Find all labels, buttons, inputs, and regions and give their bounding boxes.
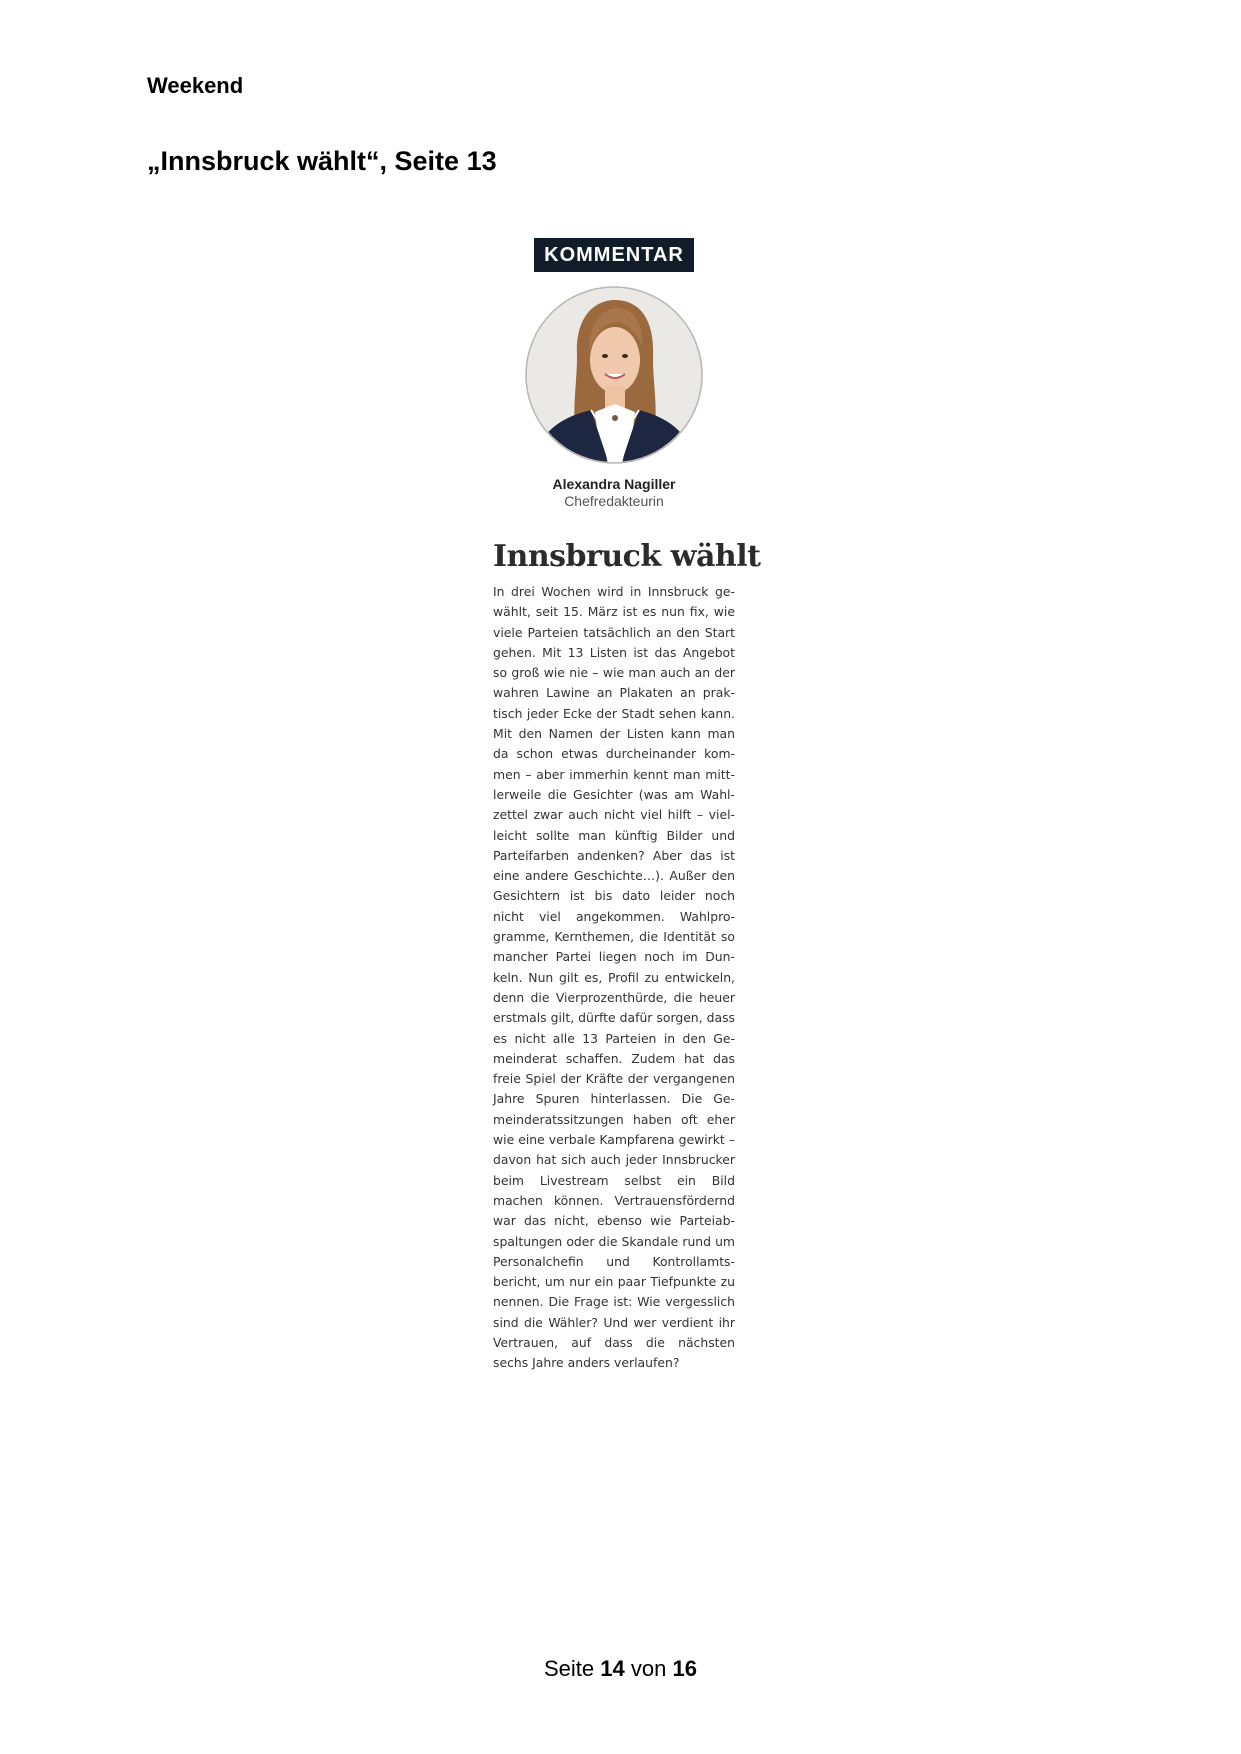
section-badge: KOMMENTAR <box>534 238 694 272</box>
page-number <box>0 1656 1241 1682</box>
author-portrait <box>525 286 703 464</box>
author-name: Alexandra Nagiller <box>552 476 676 492</box>
publication-name: Weekend <box>147 73 244 98</box>
current-page: 14 <box>600 1656 625 1681</box>
author-role: Chefredakteurin <box>564 493 664 509</box>
article-headline: Innsbruck wählt <box>493 539 761 574</box>
total-pages: 16 <box>672 1656 697 1681</box>
page-prefix: Seite <box>544 1656 595 1681</box>
article-body: In drei Wochen wird in Innsbruck gewählt, seit 15. März ist es nun fix, wie viele Parteien tatsächlich an den Start gehen. Mit 13 Listen ist das Angebot so groß wie nie – wie man auch an der wahren Lawine an Plakaten an praktisch jeder Ecke der Stadt sehen kann. Mit den Namen der Listen kann man da schon etwas durcheinander kommen – aber immerhin kennt man mittlerweile die Gesichter (was am Wahlzettel zwar auch nicht viel hilft – vielleicht sollte man künftig Bilder und Parteifarben andenken? Aber das ist eine andere Geschichte…). Außer den Gesichtern ist bis dato leider noch nicht viel angekommen. Wahlprogramme, Kernthemen, die Identität so mancher Partei liegen noch im Dunkeln. Nun gilt es, Profil zu entwickeln, denn die Vierprozenthürde, die heuer erstmals gilt, dürfte dafür sorgen, dass es nicht alle 13 Parteien in den Gemeinderat schaffen. Zudem hat das freie Spiel der Kräfte der vergangenen Jahre Spuren hinterlassen. Die Gemeinderatssitzungen haben oft eher wie eine verbale Kampfarena gewirkt – davon hat sich auch jeder Innsbrucker beim Livestream selbst ein Bild machen können. Vertrauensfördernd war das nicht, ebenso wie Parteiabspaltungen oder die Skandale rund um Personalchefin und Kontrollamtsbericht, um nur ein paar Tiefpunkte zu nennen. Die Frage ist: Wie vergesslich sind die Wähler? Und wer verdient ihr Vertrauen, auf dass die nächsten sechs Jahre anders verlaufen? <box>493 584 735 1371</box>
page-separator: von <box>630 1656 667 1681</box>
article-reference: „Innsbruck wählt“, Seite 13 <box>147 146 497 176</box>
newspaper-clipping <box>493 234 761 1386</box>
